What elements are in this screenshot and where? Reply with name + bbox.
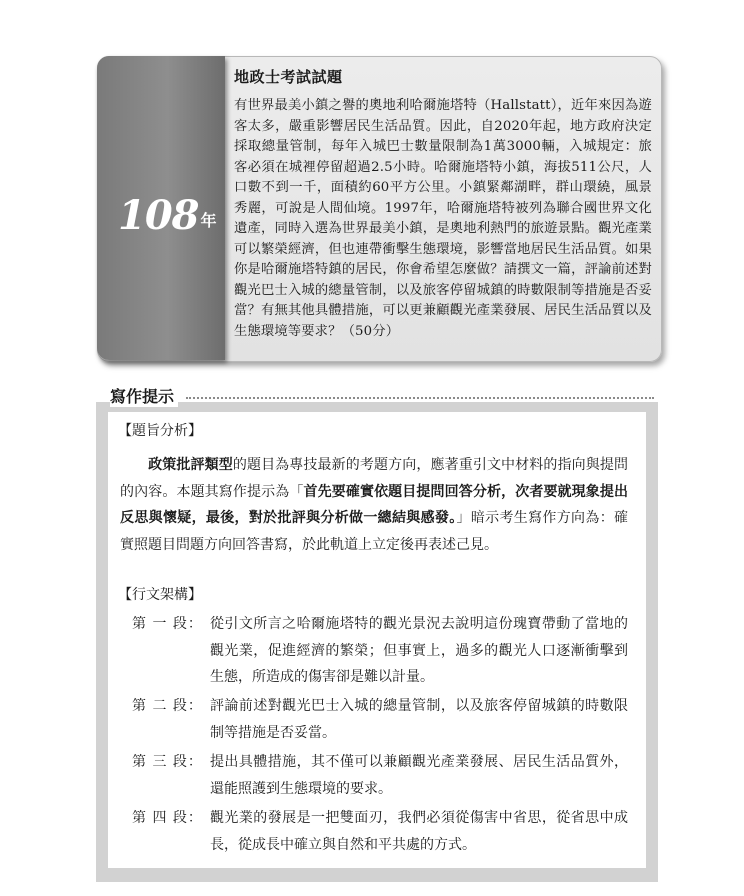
paragraph-label: 第 三 段： [132, 754, 203, 770]
structure-paragraph-3 [132, 749, 628, 802]
structure-paragraph-1 [132, 611, 628, 691]
exam-title: 地政士考試試題 [234, 68, 343, 86]
structure-paragraph-4 [132, 805, 628, 858]
exam-question: 有世界最美小鎮之譽的奧地利哈爾施塔特（Hallstatt），近年來因為遊客太多，嚴重影響居民生活品質。因此，自2020年起，地方政府決定採取總量管制，每年入城巴士數量限制為1萬3000輛，入城規定：旅客必須在城裡停留超過2.5小時。哈爾施塔特小鎮，海拔511公尺，人口數不到一千，面積約60平方公里。小鎮緊鄰湖畔，群山環繞，風景秀麗，可說是人間仙境。1997年，哈爾施塔特被列為聯合國世界文化遺產，同時入選為世界最美小鎮，是奧地利熱門的旅遊景點。觀光產業可以繁榮經濟，但也連帶衝擊生態環境，影響當地居民生活品質。如果你是哈爾施塔特鎮的居民，你會希望怎麼做？請撰文一篇，評論前述對觀光巴士入城的總量管制，以及旅客停留城鎮的時數限制等措施是否妥當？有無其他具體措施，可以更兼顧觀光產業發展、居民生活品質以及生態環境等要求？（50分） [234, 98, 652, 339]
analysis-label: 【題旨分析】 [118, 423, 202, 439]
analysis-text-2: 」暗示考生寫作方向為：確實照題目問題方向回答書寫，於此軌道上立定後再表述己見。 [120, 510, 629, 553]
paragraph-text: 觀光業的發展是一把雙面刃，我們必須從傷害中省思，從省思中成長，從成長中確立與自然和平共處的方式。 [210, 810, 628, 853]
paragraph-text: 從引文所言之哈爾施塔特的觀光景況去說明這份瑰寶帶動了當地的觀光業，促進經濟的繁榮；但事實上，過多的觀光人口逐漸衝擊到生態，所造成的傷害卻是難以計量。 [210, 616, 628, 685]
analysis-paragraph [120, 452, 628, 558]
paragraph-text: 提出具體措施，其不僅可以兼顧觀光產業發展、居民生活品質外，還能照護到生態環境的要求。 [210, 754, 628, 797]
analysis-bold-hint: 首先要確實依題目提問回答分析，次者要就現象提出反思與懷疑，最後，對於批評與分析做一總結與感發。 [120, 483, 629, 526]
paragraph-label: 第 四 段： [132, 810, 203, 826]
structure-paragraph-2 [132, 693, 628, 746]
paragraph-text: 評論前述對觀光巴士入城的總量管制，以及旅客停留城鎮的時數限制等措施是否妥當。 [210, 698, 628, 741]
hint-heading: 寫作提示 [110, 384, 178, 407]
paragraph-label: 第 二 段： [132, 698, 203, 714]
year-unit: 年 [200, 211, 217, 230]
year-number: 108 [118, 192, 199, 239]
structure-label: 【行文架構】 [118, 587, 202, 603]
dotted-divider [186, 397, 654, 399]
exam-year [118, 186, 228, 239]
paragraph-label: 第 一 段： [132, 616, 203, 632]
analysis-text-1: 的題目為專技最新的考題方向，應著重引文中材料的指向與提問的內容。本題其寫作提示為「 [120, 457, 629, 500]
analysis-bold-type: 政策批評類型 [148, 457, 233, 473]
